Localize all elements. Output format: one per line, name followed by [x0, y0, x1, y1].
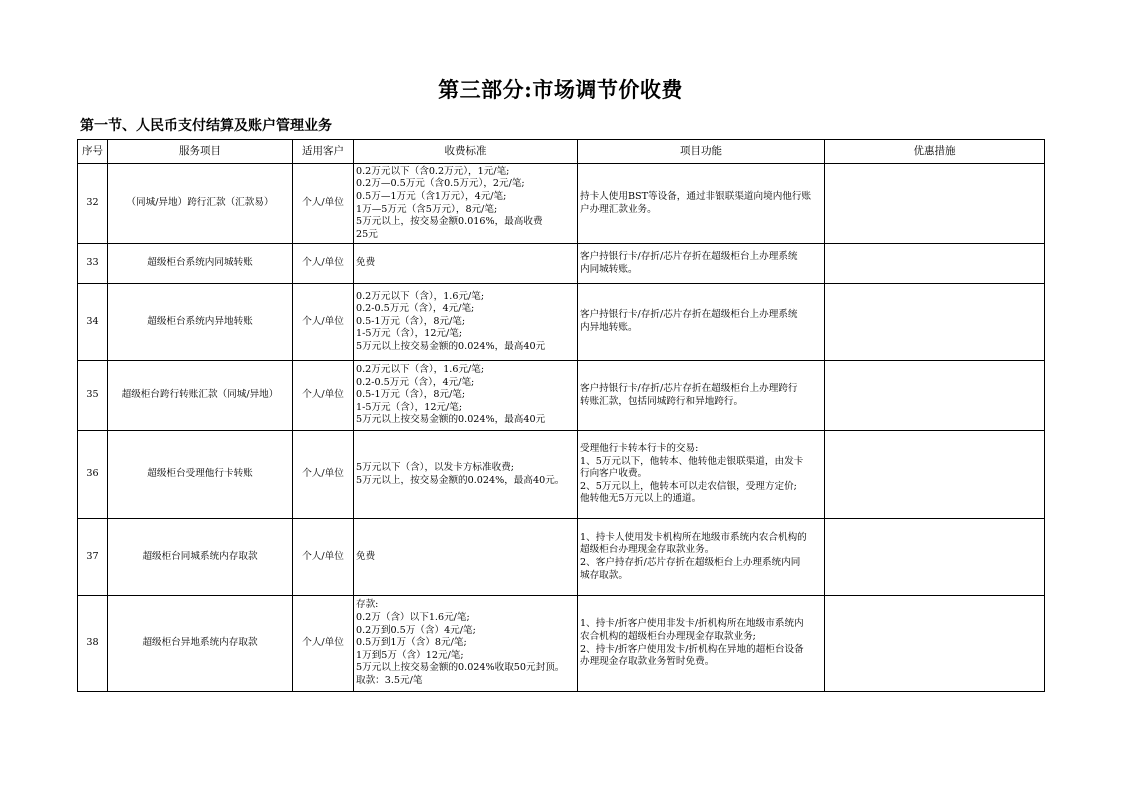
- cell-function-line: 农合机构的超级柜台办理现金存取款业务;: [580, 630, 756, 642]
- header-seq: 序号: [78, 140, 108, 164]
- table-row: [78, 431, 1045, 519]
- cell-standard-line: 0.2万（含）以下1.6元/笔;: [356, 612, 470, 624]
- cell-discount: [825, 164, 1045, 244]
- cell-standard-line: 5万元以上按交易金额的0.024%收取50元封顶。: [356, 662, 565, 674]
- table-header-row: [78, 140, 1045, 164]
- cell-standard-line: 5万元以下（含），以发卡方标准收费;: [356, 461, 515, 473]
- cell-standard-line: 0.2万元以下（含），1.6元/笔;: [356, 364, 485, 376]
- cell-standard-line: 0.2-0.5万元（含），4元/笔;: [356, 303, 475, 315]
- cell-standard-line: 存款:: [356, 599, 379, 611]
- cell-standard-line: 免费: [356, 550, 376, 562]
- cell-function-line: 办理现金存取款业务暂时免费。: [580, 656, 715, 668]
- cell-standard-line: 5万元以上，按交易金额的0.024%，最高40元。: [356, 474, 565, 486]
- cell-discount: [825, 519, 1045, 596]
- cell-function-line: 1、持卡人使用发卡机构所在地级市系统内农合机构的: [580, 531, 807, 543]
- cell-function: [578, 244, 825, 284]
- cell-standard-line: 0.5-1万元（含），8元/笔;: [356, 389, 466, 401]
- header-discount: 优惠措施: [825, 140, 1045, 164]
- cell-function: [578, 284, 825, 361]
- section-title: 第一节、人民币支付结算及账户管理业务: [80, 118, 332, 134]
- header-standard: 收费标准: [354, 140, 578, 164]
- cell-function-line: 1、持卡/折客户使用非发卡/折机构所在地级市系统内: [580, 618, 804, 630]
- table-row: [78, 244, 1045, 284]
- cell-discount: [825, 361, 1045, 431]
- cell-standard-line: 1万—5万元（含5万元），8元/笔;: [356, 203, 498, 215]
- cell-seq: 36: [78, 431, 108, 519]
- cell-function-line: 2、持卡/折客户使用发卡/折机构在异地的超柜台设备: [580, 643, 804, 655]
- cell-function-line: 行向客户收费。: [580, 468, 648, 480]
- cell-function-line: 内异地转账。: [580, 322, 638, 333]
- cell-seq: 32: [78, 164, 108, 244]
- cell-seq: 34: [78, 284, 108, 361]
- cell-service: 超级柜台受理他行卡转账: [108, 431, 293, 519]
- cell-function: [578, 431, 825, 519]
- cell-standard: [354, 596, 578, 692]
- cell-seq: 38: [78, 596, 108, 692]
- cell-standard-line: 0.2万元以下（含），1.6元/笔;: [356, 290, 485, 302]
- cell-service: （同城/异地）跨行汇款（汇款易）: [108, 164, 293, 244]
- cell-standard: [354, 519, 578, 596]
- cell-service: 超级柜台系统内同城转账: [108, 244, 293, 284]
- cell-client: 个人/单位: [293, 431, 354, 519]
- cell-standard: [354, 164, 578, 244]
- cell-discount: [825, 244, 1045, 284]
- cell-client: 个人/单位: [293, 284, 354, 361]
- cell-standard-line: 1-5万元（含），12元/笔;: [356, 401, 463, 413]
- cell-standard-line: 0.2万到0.5万（含）4元/笔;: [356, 624, 476, 636]
- cell-discount: [825, 596, 1045, 692]
- header-function: 项目功能: [578, 140, 825, 164]
- cell-client: 个人/单位: [293, 361, 354, 431]
- cell-function-line: 城存取款。: [580, 569, 628, 581]
- cell-function: [578, 519, 825, 596]
- cell-standard-line: 0.5-1万元（含），8元/笔;: [356, 315, 466, 327]
- page-title: 第三部分:市场调节价收费: [438, 77, 683, 102]
- cell-function-line: 他转他无5万元以上的通道。: [580, 493, 702, 505]
- cell-seq: 35: [78, 361, 108, 431]
- cell-function: [578, 164, 825, 244]
- cell-standard-line: 0.2万—0.5万元（含0.5万元），2元/笔;: [356, 178, 525, 190]
- cell-standard-line: 取款：3.5元/笔: [356, 674, 423, 686]
- table-body: [78, 164, 1045, 692]
- cell-function-line: 受理他行卡转本行卡的交易:: [580, 443, 699, 455]
- cell-standard-line: 5万元以上按交易金额的0.024%，最高40元: [356, 414, 546, 426]
- table-row: [78, 519, 1045, 596]
- header-client: 适用客户: [293, 140, 354, 164]
- cell-function-line: 客户持银行卡/存折/芯片存折在超级柜台上办理系统: [580, 250, 798, 262]
- cell-service: 超级柜台跨行转账汇款（同城/异地）: [108, 361, 293, 431]
- cell-client: 个人/单位: [293, 244, 354, 284]
- cell-standard-line: 5万元以上按交易金额的0.024%，最高40元: [356, 340, 546, 352]
- cell-function-line: 2、5万元以上，他转本可以走农信银，受理方定价;: [580, 480, 797, 492]
- cell-seq: 37: [78, 519, 108, 596]
- cell-function-line: 超级柜台办理现金存取款业务。: [580, 544, 715, 556]
- table-row: [78, 164, 1045, 244]
- cell-standard: [354, 431, 578, 519]
- cell-discount: [825, 284, 1045, 361]
- cell-discount: [825, 431, 1045, 519]
- table-row: [78, 284, 1045, 361]
- cell-service: 超级柜台系统内异地转账: [108, 284, 293, 361]
- cell-function: [578, 361, 825, 431]
- cell-standard-line: 25元: [356, 228, 378, 240]
- cell-standard: [354, 284, 578, 361]
- cell-seq: 33: [78, 244, 108, 284]
- cell-function-line: 客户持银行卡/存折/芯片存折在超级柜台上办理跨行: [580, 382, 798, 394]
- cell-function-line: 1、5万元以下，他转本、他转他走银联渠道，由发卡: [580, 455, 804, 467]
- cell-client: 个人/单位: [293, 519, 354, 596]
- cell-function-line: 2、客户持存折/芯片存折在超级柜台上办理系统内同: [580, 557, 801, 568]
- cell-standard-line: 0.5万—1万元（含1万元），4元/笔;: [356, 190, 507, 202]
- cell-function-line: 内同城转账。: [580, 263, 638, 275]
- cell-service: 超级柜台异地系统内存取款: [108, 596, 293, 692]
- cell-standard-line: 5万元以上，按交易金额0.016%，最高收费: [356, 216, 543, 228]
- table-row: [78, 361, 1045, 431]
- cell-standard-line: 1-5万元（含），12元/笔;: [356, 328, 463, 340]
- cell-standard-line: 1万到5万（含）12元/笔;: [356, 649, 464, 661]
- header-service: 服务项目: [108, 140, 293, 164]
- cell-function-line: 户办理汇款业务。: [580, 203, 657, 215]
- cell-function-line: 持卡人使用BST等设备，通过非银联渠道向境内他行账: [580, 190, 812, 202]
- cell-client: 个人/单位: [293, 596, 354, 692]
- cell-standard-line: 0.2-0.5万元（含），4元/笔;: [356, 376, 475, 388]
- cell-function-line: 客户持银行卡/存折/芯片存折在超级柜台上办理系统: [580, 309, 798, 321]
- cell-standard-line: 免费: [356, 257, 376, 269]
- cell-function: [578, 596, 825, 692]
- cell-standard: [354, 244, 578, 284]
- cell-standard-line: 0.5万到1万（含）8元/笔;: [356, 637, 467, 649]
- fee-table: [77, 139, 1045, 692]
- cell-standard: [354, 361, 578, 431]
- table-row: [78, 596, 1045, 692]
- cell-function-line: 转账汇款，包括同城跨行和异地跨行。: [580, 395, 744, 407]
- cell-service: 超级柜台同城系统内存取款: [108, 519, 293, 596]
- cell-standard-line: 0.2万元以下（含0.2万元），1元/笔;: [356, 165, 510, 177]
- cell-client: 个人/单位: [293, 164, 354, 244]
